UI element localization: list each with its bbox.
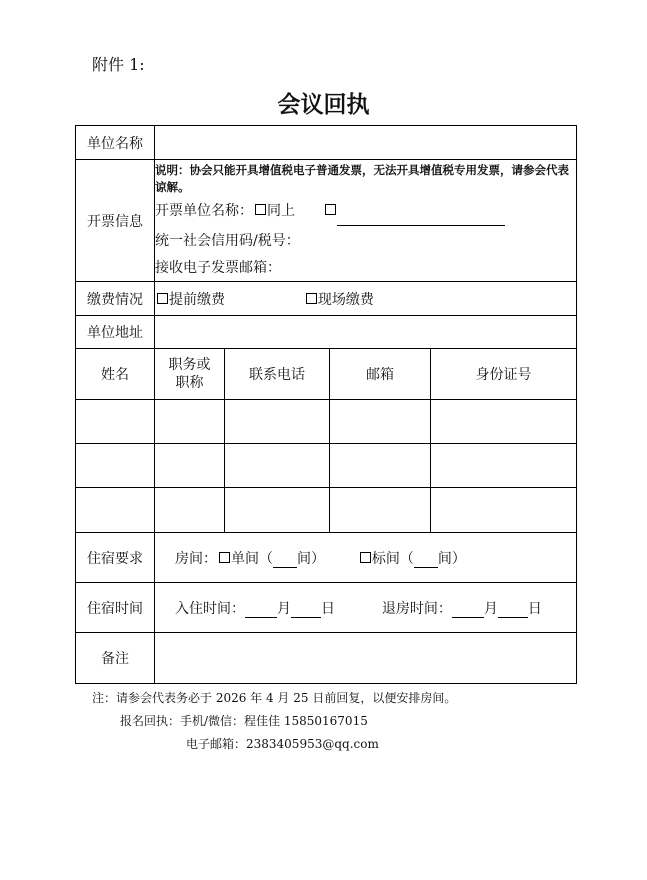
checkout-month: 月 <box>483 600 498 617</box>
onsite-checkbox[interactable] <box>306 293 317 304</box>
checkout-label: 退房时间： <box>381 600 452 617</box>
cell-title[interactable] <box>155 400 225 444</box>
invoice-unit-blank[interactable] <box>337 209 505 226</box>
table-row <box>76 488 577 533</box>
invoice-label: 开票信息 <box>76 160 155 282</box>
cell-title[interactable] <box>155 444 225 488</box>
standard-room-checkbox[interactable] <box>360 552 371 563</box>
lodging-options <box>155 533 577 583</box>
unit-name-input[interactable] <box>155 126 577 160</box>
prepay-label: 提前缴费 <box>169 291 225 308</box>
unit-name-label: 单位名称 <box>76 126 155 160</box>
cell-phone[interactable] <box>225 400 330 444</box>
cell-id[interactable] <box>431 400 577 444</box>
invoice-cell <box>155 160 577 282</box>
checkout-month-blank[interactable] <box>452 603 484 618</box>
checkout-day-blank[interactable] <box>498 603 528 618</box>
header-email: 邮箱 <box>330 349 431 400</box>
stay-time-fields <box>155 583 577 633</box>
single-room-checkbox[interactable] <box>219 552 230 563</box>
row-remarks <box>76 633 577 684</box>
header-title-line2: 职称 <box>175 375 204 391</box>
standard-room-unit: 间） <box>437 550 466 567</box>
standard-room-count[interactable] <box>414 553 438 568</box>
cell-phone[interactable] <box>225 488 330 533</box>
prepay-checkbox[interactable] <box>157 293 168 304</box>
cell-name[interactable] <box>76 444 155 488</box>
onsite-label: 现场缴费 <box>317 291 374 308</box>
row-lodging <box>76 533 577 583</box>
payment-label: 缴费情况 <box>76 282 155 316</box>
room-prefix: 房间： <box>175 550 217 567</box>
checkin-day-blank[interactable] <box>291 603 321 618</box>
attachment-label: 附件 1: <box>92 55 145 74</box>
lodging-label: 住宿要求 <box>76 533 155 583</box>
cell-name[interactable] <box>76 400 155 444</box>
registration-form-table <box>75 125 577 684</box>
invoice-note: 说明：协会只能开具增值税电子普通发票，无法开具增值税专用发票，请参会代表谅解。 <box>155 162 569 194</box>
table-row <box>76 444 577 488</box>
page-title: 会议回执 <box>277 92 370 118</box>
cell-email[interactable] <box>330 488 431 533</box>
cell-email[interactable] <box>330 400 431 444</box>
footer-contact: 报名回执：手机/微信：程佳佳 15850167015 <box>120 714 368 728</box>
stay-time-label: 住宿时间 <box>76 583 155 633</box>
address-input[interactable] <box>155 316 577 349</box>
row-address <box>76 316 577 349</box>
credit-code-label[interactable]: 统一社会信用码/税号： <box>155 232 300 249</box>
same-as-above-checkbox[interactable] <box>255 204 266 215</box>
header-name: 姓名 <box>76 349 155 400</box>
other-unit-checkbox[interactable] <box>325 204 336 215</box>
checkin-label: 入住时间： <box>175 600 245 617</box>
invoice-unit-prefix: 开票单位名称： <box>155 202 253 219</box>
cell-phone[interactable] <box>225 444 330 488</box>
header-title-line1: 职务或 <box>168 357 211 373</box>
checkin-month: 月 <box>277 600 291 617</box>
single-room-count[interactable] <box>273 553 297 568</box>
row-unit-name <box>76 126 577 160</box>
row-payment <box>76 282 577 316</box>
cell-id[interactable] <box>431 444 577 488</box>
checkin-day: 日 <box>321 600 335 617</box>
header-title <box>155 349 225 400</box>
remarks-label: 备注 <box>76 633 155 684</box>
cell-title[interactable] <box>155 488 225 533</box>
payment-options <box>155 282 577 316</box>
checkin-month-blank[interactable] <box>245 603 277 618</box>
checkout-day: 日 <box>527 600 542 617</box>
remarks-input[interactable] <box>155 633 577 684</box>
people-table-header <box>76 349 577 400</box>
same-as-above-label: 同上 <box>267 202 295 219</box>
footer-note: 注：请参会代表务必于 2026 年 4 月 25 日前回复，以便安排房间。 <box>92 691 457 705</box>
row-stay-time <box>76 583 577 633</box>
single-room-unit: 间） <box>297 550 325 567</box>
single-room-label: 单间（ <box>231 550 273 567</box>
invoice-email-label[interactable]: 接收电子发票邮箱： <box>155 259 281 276</box>
footer-email: 电子邮箱：2383405953@qq.com <box>186 737 379 751</box>
cell-email[interactable] <box>330 444 431 488</box>
table-row <box>76 400 577 444</box>
header-phone: 联系电话 <box>225 349 330 400</box>
address-label: 单位地址 <box>76 316 155 349</box>
header-id-number: 身份证号 <box>431 349 577 400</box>
row-invoice <box>76 160 577 282</box>
cell-id[interactable] <box>431 488 577 533</box>
standard-room-label: 标间（ <box>371 550 414 567</box>
cell-name[interactable] <box>76 488 155 533</box>
invoice-unit-line <box>155 196 576 226</box>
